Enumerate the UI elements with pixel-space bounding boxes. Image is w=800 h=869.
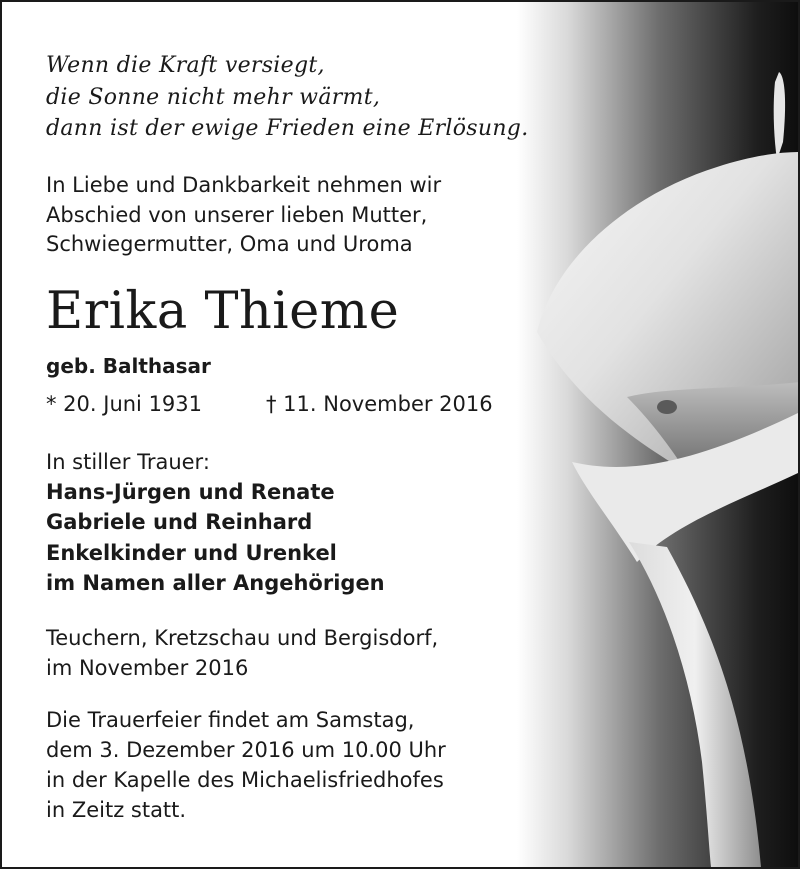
calla-lily-icon: [517, 2, 800, 867]
service-line-2: dem 3. Dezember 2016 um 10.00 Uhr: [46, 738, 446, 762]
poem-line-3: dann ist der ewige Frieden eine Erlösung.: [46, 116, 529, 141]
birth-date: * 20. Juni 1931: [46, 392, 203, 416]
poem-line-1: Wenn die Kraft versiegt,: [46, 53, 325, 78]
farewell-line-1: In Liebe und Dankbarkeit nehmen wir: [46, 173, 442, 197]
service-line-1: Die Trauerfeier findet am Samstag,: [46, 708, 415, 732]
place-line-1: Teuchern, Kretzschau und Bergisdorf,: [46, 626, 439, 650]
deceased-name: Erika Thieme: [46, 282, 400, 341]
farewell-line-2: Abschied von unserer lieben Mutter,: [46, 203, 428, 227]
farewell-line-3: Schwiegermutter, Oma und Uroma: [46, 232, 413, 256]
mourners-intro: In stiller Trauer:: [46, 450, 210, 474]
mourner-name: im Namen aller Angehörigen: [46, 571, 385, 595]
place-line-2: im November 2016: [46, 656, 249, 680]
calla-lily-image: [517, 2, 800, 867]
mourner-name: Gabriele und Reinhard: [46, 510, 313, 534]
mourner-name: Enkelkinder und Urenkel: [46, 541, 337, 565]
service-line-3: in der Kapelle des Michaelisfriedhofes: [46, 768, 444, 792]
mourner-name: Hans-Jürgen und Renate: [46, 480, 335, 504]
poem-line-2: die Sonne nicht mehr wärmt,: [46, 85, 381, 110]
death-date: † 11. November 2016: [266, 392, 493, 416]
service-line-4: in Zeitz statt.: [46, 798, 187, 822]
maiden-name: geb. Balthasar: [46, 354, 211, 378]
